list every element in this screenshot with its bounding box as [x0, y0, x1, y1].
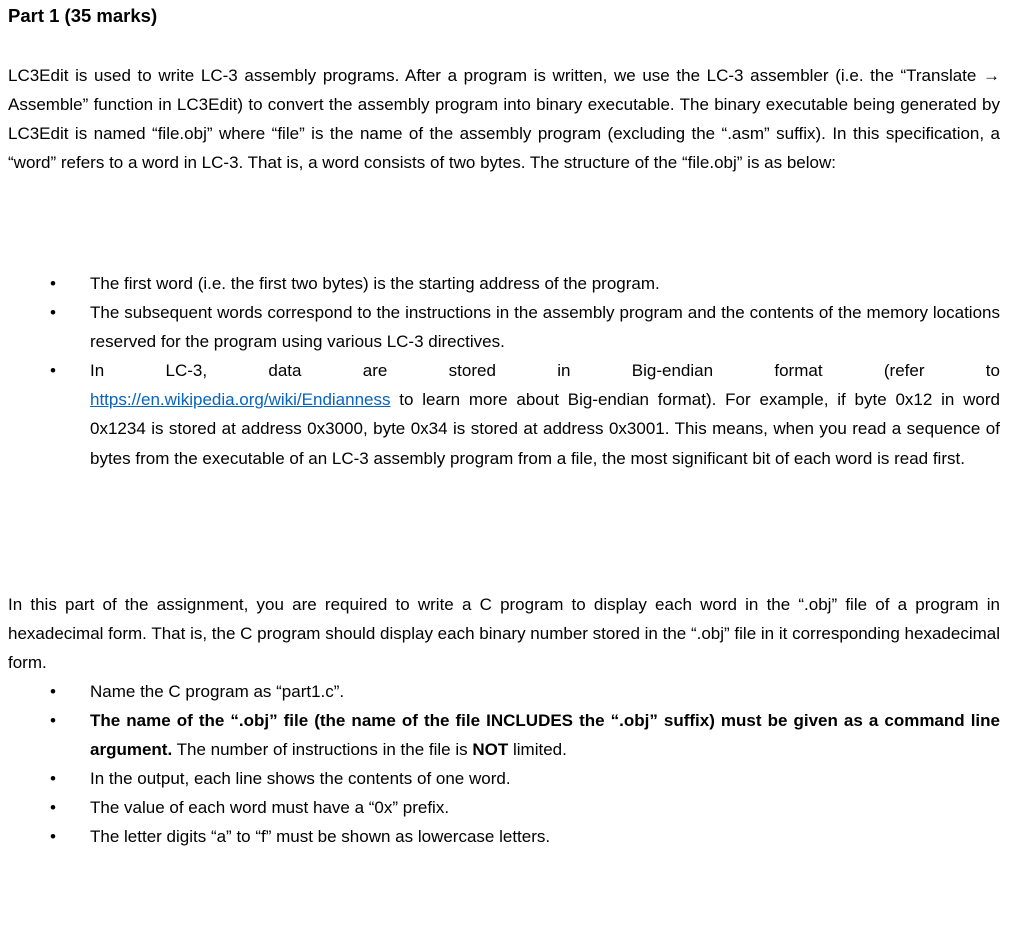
requirements-list [8, 677, 1000, 852]
requirement-lowercase-hex: The letter digits “a” to “f” must be shown as lowercase letters. [90, 827, 551, 847]
bullet-icon: • [50, 711, 56, 731]
structure-item-subsequent-words: The subsequent words correspond to the instructions in the assembly program and the contents of the memory locations reserved for the program using various LC-3 directives. [90, 303, 1000, 352]
structure-item-endianness [90, 356, 1000, 472]
structure-item-first-word: The first word (i.e. the first two bytes) is the starting address of the program. [90, 274, 660, 293]
endianness-link[interactable]: https://en.wikipedia.org/wiki/Endianness [90, 390, 391, 410]
requirement-command-line-mid: The number of instructions in the file is [172, 740, 473, 760]
requirement-not-bold: NOT [472, 740, 509, 760]
requirement-command-line [90, 706, 1000, 764]
bullet-icon: • [50, 769, 56, 789]
section-heading: Part 1 (35 marks) [8, 5, 158, 26]
list-item [8, 822, 1000, 851]
intro-paragraph: LC3Edit is used to write LC-3 assembly programs. After a program is written, we use the LC-3 assembler (i.e. the “Translate → Assemble” function in LC3Edit) to convert the assembly program into binary executable. The binary executable being generated by LC3Edit is named “file.obj” where “file” is the name of the assembly program (excluding the “.asm” suffix). In this specification, a “word” refers to a word in LC-3. That is, a word consists of two bytes. The structure of the “file.obj” is as below: [8, 66, 1000, 173]
requirement-command-line-end: limited. [508, 740, 567, 760]
requirement-0x-prefix: The value of each word must have a “0x” prefix. [90, 798, 450, 818]
list-item [8, 764, 1000, 793]
obj-structure-list [8, 269, 1000, 473]
list-item [8, 269, 1000, 298]
bullet-icon: • [50, 798, 56, 818]
requirement-filename: Name the C program as “part1.c”. [90, 682, 345, 701]
list-item [8, 793, 1000, 822]
bullet-icon: • [50, 303, 56, 323]
bullet-icon: • [50, 361, 56, 381]
list-item [8, 356, 1000, 472]
bullet-icon: • [50, 274, 56, 293]
list-item [8, 706, 1000, 764]
bullet-icon: • [50, 827, 56, 847]
bullet-icon: • [50, 682, 56, 701]
list-item [8, 298, 1000, 356]
requirement-command-line-bold: The name of the “.obj” file (the name of the file INCLUDES the “.obj” suffix) must be given as a command line argument. [90, 711, 1000, 760]
list-item [8, 677, 1000, 706]
endianness-lead-text: In LC-3, data are stored in Big-endian format (refer to [90, 361, 1000, 381]
task-paragraph: In this part of the assignment, you are required to write a C program to display each word in the “.obj” file of a program in hexadecimal form. That is, the C program should display each binary number stored in the “.obj” file in it corresponding hexadecimal form. [8, 595, 1000, 673]
requirement-one-word-per-line: In the output, each line shows the contents of one word. [90, 769, 511, 789]
endianness-rest-text: to learn more about Big-endian format). For example, if byte 0x12 in word 0x1234 is stored at address 0x3000, byte 0x34 is stored at address 0x3001. This means, when you read a sequence of bytes from the executable of an LC-3 assembly program from a file, the most significant bit of each word is read first. [90, 390, 1000, 468]
